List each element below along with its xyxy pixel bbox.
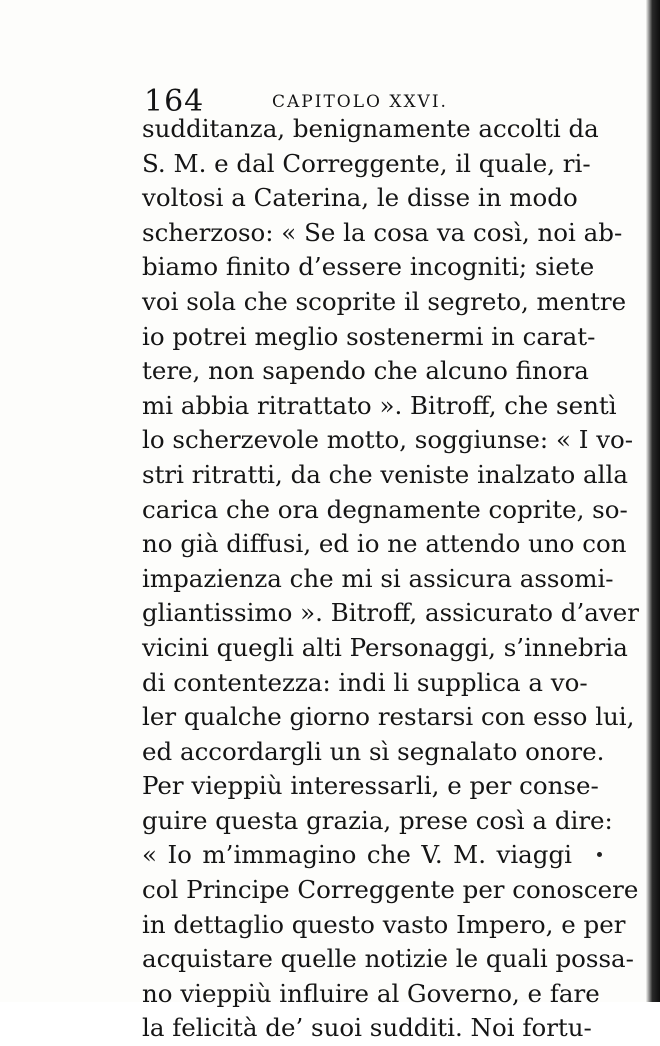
text-line: vicini quegli alti Personaggi, s’innebria [142, 632, 628, 662]
text-line: no vieppiù influire al Governo, e fare [142, 978, 600, 1008]
text-line: in dettaglio questo vasto Impero, e per [142, 909, 626, 939]
text-line: la felicità de’ suoi sudditi. Noi fortu- [142, 1013, 592, 1043]
body-text [142, 112, 639, 1046]
text-line: scherzoso: « Se la cosa va così, noi ab- [142, 217, 623, 247]
text-line: tere, non sapendo che alcuno finora [142, 356, 589, 386]
text-line: stri ritratti, da che veniste inalzato alla [142, 459, 628, 489]
text-line: carica che ora degnamente coprite, so- [142, 494, 628, 524]
text-line: no già diffusi, ed io ne attendo uno con [142, 529, 627, 559]
text-line: impazienza che mi si assicura assomi- [142, 563, 614, 593]
text-line: guire questa grazia, prese così a dire: [142, 805, 613, 835]
text-line: sudditanza, benignamente accolti da [142, 114, 599, 143]
text-line: biamo finito d’essere incogniti; siete [142, 252, 595, 282]
text-line: ler qualche giorno restarsi con esso lui, [142, 702, 635, 732]
text-line: mi abbia ritrattato ». Bitroff, che sentì [142, 390, 617, 420]
text-line: Per vieppiù interessarli, e per conse- [142, 771, 599, 801]
text-line: col Principe Correggente per conoscere [142, 875, 639, 905]
text-line: acquistare quelle notizie le quali possa- [142, 944, 634, 974]
text-line: lo scherzevole motto, soggiunse: « I vo- [142, 425, 634, 455]
text-line: ed accordargli un sì segnalato onore. [142, 736, 605, 766]
text-line: di contentezza: indi li supplica a vo- [142, 667, 588, 697]
text-line: S. M. e dal Correggente, il quale, ri- [142, 148, 591, 178]
page-number: 164 [144, 84, 205, 119]
ink-speck [597, 852, 602, 857]
text-line: io potrei meglio sostenermi in carat- [142, 321, 596, 351]
text-line: voi sola che scoprite il segreto, mentre [142, 286, 627, 316]
text-line: gliantissimo ». Bitroff, assicurato d’aver [142, 598, 639, 628]
text-line: « Io m’immagino che V. M. viaggi [142, 840, 572, 870]
text-line: voltosi a Caterina, le disse in modo [142, 183, 578, 213]
chapter-heading: CAPITOLO XXVI. [272, 92, 448, 112]
page-edge-shadow [646, 0, 660, 1002]
